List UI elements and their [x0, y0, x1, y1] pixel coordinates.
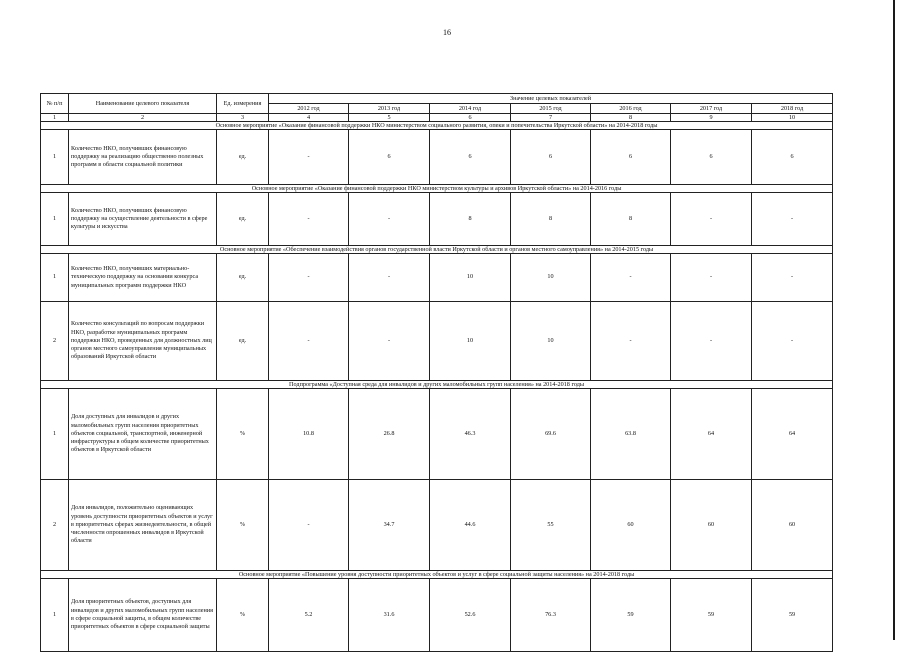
value-cell: 5.2 [269, 579, 349, 652]
column-index: 6 [430, 114, 511, 122]
value-cell: 6 [671, 130, 752, 185]
column-index: 10 [752, 114, 833, 122]
indicator-name: Доля инвалидов, положительно оценивающих уровень доступности приоритетных объектов и услуг в приоритетных сферах жизнедеятельности, в общей численности опрошенных инвалидов в Иркутской области [69, 480, 217, 571]
column-index: 7 [511, 114, 591, 122]
row-num: 1 [41, 254, 69, 302]
value-cell: - [269, 480, 349, 571]
value-cell: 59 [591, 579, 671, 652]
header-unit: Ед. измерения [217, 94, 269, 114]
value-cell: 60 [752, 480, 833, 571]
value-cell: 10 [430, 254, 511, 302]
value-cell: 6 [349, 130, 430, 185]
value-cell: - [671, 254, 752, 302]
header-year: 2013 год [349, 104, 430, 114]
indicator-name: Доля приоритетных объектов, доступных для инвалидов и других маломобильных групп населения в сфере социальной защиты, в общем количестве приоритетных объектов в сфере социальной защиты [69, 579, 217, 652]
row-num: 1 [41, 389, 69, 480]
value-cell: - [752, 302, 833, 381]
value-cell: 76.3 [511, 579, 591, 652]
value-cell: 10 [430, 302, 511, 381]
header-name: Наименование целевого показателя [69, 94, 217, 114]
value-cell: - [591, 254, 671, 302]
indicator-name: Количество НКО, получивших финансовую поддержку на реализацию общественно полезных программ в области социальной политики [69, 130, 217, 185]
indicator-name: Количество НКО, получивших финансовую поддержку на осуществление деятельности в сфере культуры и искусства [69, 193, 217, 246]
column-index: 1 [41, 114, 69, 122]
table-row [41, 389, 833, 480]
unit-cell: ед. [217, 130, 269, 185]
value-cell: - [269, 254, 349, 302]
unit-cell: ед. [217, 254, 269, 302]
value-cell: 59 [752, 579, 833, 652]
value-cell: - [269, 302, 349, 381]
column-index: 2 [69, 114, 217, 122]
target-indicators-table [40, 93, 833, 652]
section-row [41, 571, 833, 579]
value-cell: 8 [430, 193, 511, 246]
section-row [41, 122, 833, 130]
value-cell: - [671, 302, 752, 381]
value-cell: 69.6 [511, 389, 591, 480]
value-cell: - [349, 302, 430, 381]
header-row-top [41, 94, 833, 104]
table-row [41, 579, 833, 652]
section-title: Основное мероприятие «Оказание финансовой поддержки НКО министерством социального развития, опеки и попечительства Иркутской области» на 2014-2018 годы [41, 122, 833, 130]
section-row [41, 381, 833, 389]
row-num: 1 [41, 579, 69, 652]
unit-cell: % [217, 579, 269, 652]
header-values-group: Значение целевых показателей [269, 94, 833, 104]
value-cell: 46.3 [430, 389, 511, 480]
indicator-name: Количество консультаций по вопросам поддержки НКО, разработке муниципальных программ поддержки НКО, проведенных для должностных лиц органов местного самоуправления муниципальных образований Иркутской области [69, 302, 217, 381]
section-title: Подпрограмма «Доступная среда для инвалидов и других маломобильных групп населения» на 2014-2018 годы [41, 381, 833, 389]
value-cell: 8 [591, 193, 671, 246]
unit-cell: ед. [217, 193, 269, 246]
value-cell: 55 [511, 480, 591, 571]
value-cell: 6 [591, 130, 671, 185]
section-title: Основное мероприятие «Повышение уровня доступности приоритетных объектов и услуг в сфере социальной защиты населения» на 2014-2018 годы [41, 571, 833, 579]
unit-cell: ед. [217, 302, 269, 381]
column-index: 4 [269, 114, 349, 122]
value-cell: - [752, 193, 833, 246]
column-index-row [41, 114, 833, 122]
header-year: 2016 год [591, 104, 671, 114]
value-cell: - [349, 193, 430, 246]
value-cell: - [269, 130, 349, 185]
value-cell: 6 [752, 130, 833, 185]
header-year: 2014 год [430, 104, 511, 114]
table-row [41, 480, 833, 571]
unit-cell: % [217, 480, 269, 571]
value-cell: - [349, 254, 430, 302]
row-num: 1 [41, 193, 69, 246]
section-row [41, 246, 833, 254]
column-index: 3 [217, 114, 269, 122]
header-year: 2017 год [671, 104, 752, 114]
table-row [41, 193, 833, 246]
section-row [41, 185, 833, 193]
row-num: 2 [41, 302, 69, 381]
value-cell: 64 [671, 389, 752, 480]
value-cell: 64 [752, 389, 833, 480]
value-cell: 10 [511, 302, 591, 381]
value-cell: 63.8 [591, 389, 671, 480]
table-row [41, 254, 833, 302]
page-number: 16 [443, 28, 451, 37]
indicator-name: Доля доступных для инвалидов и других маломобильных групп населения приоритетных объектов социальной, транспортной, инженерной инфраструктуры в общем количестве приоритетных объектов в Иркутской области [69, 389, 217, 480]
unit-cell: % [217, 389, 269, 480]
value-cell: 52.6 [430, 579, 511, 652]
indicator-name: Количество НКО, получивших материально-техническую поддержку на основании конкурса муниципальных программ поддержки НКО [69, 254, 217, 302]
value-cell: 26.8 [349, 389, 430, 480]
value-cell: 34.7 [349, 480, 430, 571]
header-year: 2012 год [269, 104, 349, 114]
value-cell: - [671, 193, 752, 246]
table-row [41, 130, 833, 185]
section-title: Основное мероприятие «Обеспечение взаимодействия органов государственной власти Иркутской области и органов местного самоуправления» на 2014-2015 годы [41, 246, 833, 254]
value-cell: 44.6 [430, 480, 511, 571]
column-index: 9 [671, 114, 752, 122]
table-row [41, 302, 833, 381]
page-edge-rule [893, 0, 895, 640]
value-cell: 60 [591, 480, 671, 571]
section-title: Основное мероприятие «Оказание финансовой поддержки НКО министерством культуры и архивов Иркутской области» на 2014-2016 годы [41, 185, 833, 193]
value-cell: 8 [511, 193, 591, 246]
value-cell: 10.8 [269, 389, 349, 480]
value-cell: 59 [671, 579, 752, 652]
value-cell: 6 [430, 130, 511, 185]
value-cell: - [269, 193, 349, 246]
table-body [41, 94, 833, 652]
header-num: № п/п [41, 94, 69, 114]
column-index: 8 [591, 114, 671, 122]
row-num: 1 [41, 130, 69, 185]
header-year: 2018 год [752, 104, 833, 114]
column-index: 5 [349, 114, 430, 122]
value-cell: 31.6 [349, 579, 430, 652]
value-cell: 60 [671, 480, 752, 571]
value-cell: 10 [511, 254, 591, 302]
value-cell: - [752, 254, 833, 302]
header-year: 2015 год [511, 104, 591, 114]
value-cell: - [591, 302, 671, 381]
value-cell: 6 [511, 130, 591, 185]
row-num: 2 [41, 480, 69, 571]
